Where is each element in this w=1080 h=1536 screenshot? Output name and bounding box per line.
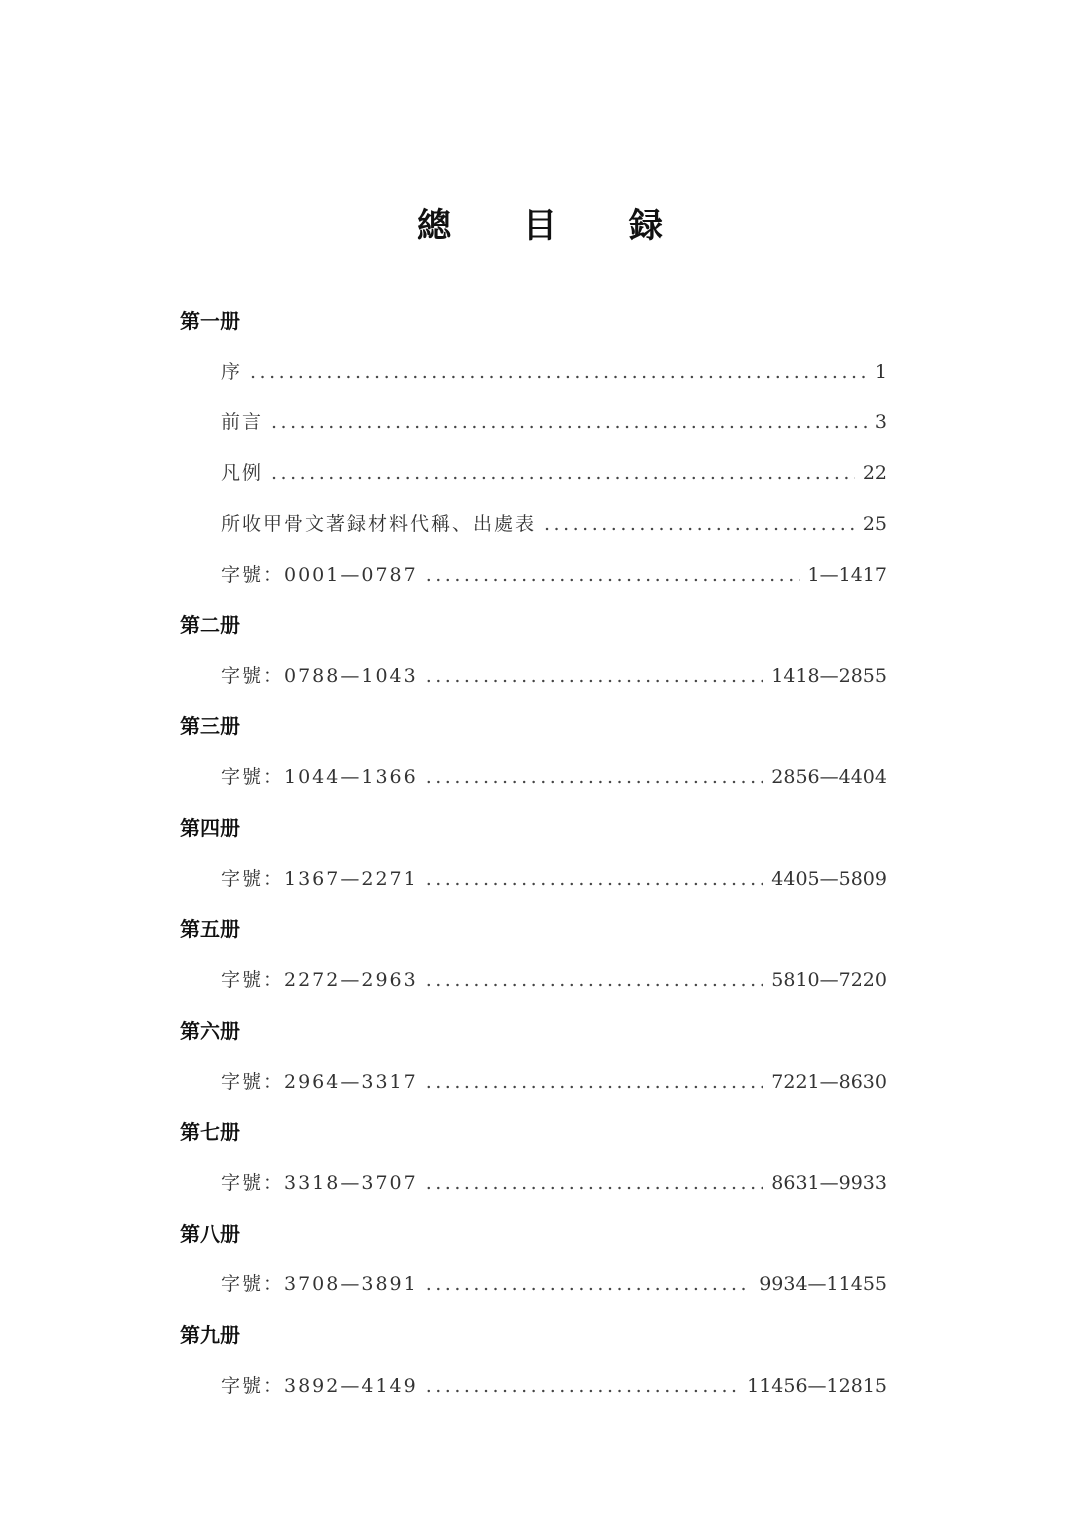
volume-heading: 第六册 [180, 1019, 240, 1043]
dot-leader [271, 459, 855, 487]
entry-label: 字號：3892—4149 [221, 1375, 418, 1397]
entry-label: 字號：2272—2963 [221, 969, 418, 991]
dot-leader [426, 966, 764, 994]
volume-heading: 第三册 [180, 714, 240, 738]
dot-leader [426, 561, 800, 589]
entry-label: 字號：1044—1366 [221, 766, 418, 788]
page-title: 總 目 録 [417, 206, 693, 246]
entry-page: 1418—2855 [771, 665, 887, 687]
toc-entry[interactable] [221, 1068, 887, 1096]
dot-leader [426, 1068, 764, 1096]
dot-leader [426, 662, 764, 690]
toc-entry[interactable] [221, 1169, 887, 1197]
toc-entry[interactable] [221, 561, 887, 589]
toc-entry[interactable] [221, 1270, 887, 1298]
dot-leader [271, 408, 867, 436]
volume-heading: 第八册 [180, 1222, 240, 1246]
entry-page: 3 [874, 411, 887, 433]
toc-entry[interactable] [221, 358, 887, 386]
entry-page: 5810—7220 [771, 969, 887, 991]
entry-label: 字號：2964—3317 [221, 1071, 418, 1093]
entry-label: 字號：0001—0787 [221, 564, 418, 586]
entry-label: 序 [221, 361, 243, 383]
entry-label: 字號：0788—1043 [221, 665, 418, 687]
toc-entry[interactable] [221, 459, 887, 487]
entry-label: 字號：3318—3707 [221, 1172, 418, 1194]
entry-label: 凡例 [221, 462, 264, 484]
entry-page: 8631—9933 [771, 1172, 887, 1194]
toc-entry[interactable] [221, 510, 887, 538]
toc-entry[interactable] [221, 865, 887, 893]
entry-label: 前言 [221, 411, 264, 433]
entry-page: 9934—11455 [759, 1273, 887, 1295]
entry-label: 所收甲骨文著録材料代稱、出處表 [221, 513, 537, 535]
volume-heading: 第二册 [180, 613, 240, 637]
dot-leader [544, 510, 855, 538]
dot-leader [426, 865, 764, 893]
entry-page: 2856—4404 [771, 766, 887, 788]
volume-heading: 第一册 [180, 309, 240, 333]
dot-leader [426, 1169, 764, 1197]
toc-entry[interactable] [221, 966, 887, 994]
entry-label: 字號：1367—2271 [221, 868, 418, 890]
dot-leader [426, 763, 764, 791]
entry-page: 25 [862, 513, 887, 535]
dot-leader [426, 1372, 739, 1400]
toc-entry[interactable] [221, 408, 887, 436]
dot-leader [250, 358, 867, 386]
entry-page: 11456—12815 [747, 1375, 887, 1397]
toc-entry[interactable] [221, 1372, 887, 1400]
volume-heading: 第九册 [180, 1323, 240, 1347]
volume-heading: 第四册 [180, 816, 240, 840]
entry-page: 7221—8630 [771, 1071, 887, 1093]
toc-entry[interactable] [221, 662, 887, 690]
entry-label: 字號：3708—3891 [221, 1273, 418, 1295]
volume-heading: 第五册 [180, 917, 240, 941]
volume-heading: 第七册 [180, 1120, 240, 1144]
dot-leader [426, 1270, 751, 1298]
entry-page: 1 [874, 361, 887, 383]
toc-entry[interactable] [221, 763, 887, 791]
entry-page: 22 [862, 462, 887, 484]
entry-page: 4405—5809 [771, 868, 887, 890]
entry-page: 1—1417 [807, 564, 887, 586]
